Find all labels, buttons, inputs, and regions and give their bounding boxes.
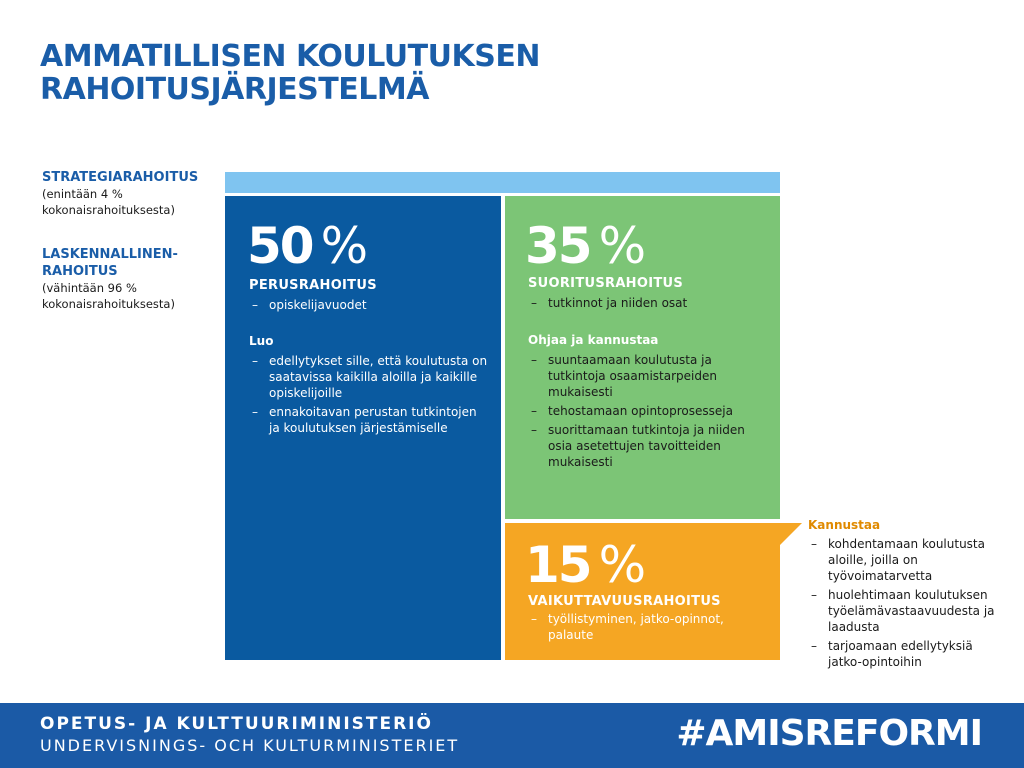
base-item-1: edellytykset sille, että koulutusta on saatavissa kaikilla aloilla ja kaikille opiskelijoille [269,354,488,400]
performance-item-2: tehostamaan opintoprosesseja [548,404,733,418]
impact-percent-sign: % [598,536,645,594]
dash-bullet: – [252,354,258,368]
list-item [528,611,768,643]
ministry-name-fi: OPETUS- JA KULTTUURIMINISTERIÖ [40,714,433,734]
list-item [249,404,489,436]
performance-basis [528,295,768,314]
dash-bullet: – [531,404,537,418]
list-item [808,587,1008,635]
strategy-funding-bar [225,172,780,193]
base-funding-name: PERUSRAHOITUS [249,278,377,293]
dash-bullet: – [531,612,537,626]
performance-funding-block [505,196,780,519]
dash-bullet: – [252,405,258,419]
computed-note-2: kokonaisrahoituksesta) [42,297,175,311]
list-item [528,403,768,419]
list-item [249,353,489,401]
title-line-1: AMMATILLISEN KOULUTUKSEN [40,39,540,74]
base-percent [247,217,367,275]
impact-basis [528,611,768,646]
callout-lead: Kannustaa [808,518,881,532]
dash-bullet: – [531,353,537,367]
performance-percent-sign: % [598,217,645,275]
base-lead: Luo [249,334,274,348]
dash-bullet: – [252,298,258,312]
callout-pointer [780,523,802,545]
impact-basis-text: työllistyminen, jatko-opinnot, palaute [548,612,724,642]
performance-lead: Ohjaa ja kannustaa [528,333,659,347]
impact-funding-block [505,523,780,660]
impact-callout [808,517,1008,673]
base-percent-value: 50 [247,217,313,275]
performance-basis-text: tutkinnot ja niiden osat [548,296,688,310]
strategy-note-1: (enintään 4 % [42,187,123,201]
computed-heading-2: RAHOITUS [42,264,118,279]
ministry-name-sv: UNDERVISNINGS- OCH KULTURMINISTERIET [40,736,460,755]
impact-percent [525,536,645,594]
list-item [808,536,1008,584]
performance-percent-value: 35 [525,217,591,275]
base-effects [249,333,489,439]
list-item [528,295,768,311]
list-item [528,352,768,400]
callout-item-3: tarjoamaan edellytyksiä jatko-opintoihin [828,639,973,669]
performance-effects [528,332,768,473]
performance-item-1: suuntaamaan koulutusta ja tutkintoja osaamistarpeiden mukaisesti [548,353,717,399]
impact-percent-value: 15 [525,536,591,594]
strategy-note-2: kokonaisrahoituksesta) [42,203,175,217]
computed-funding-label [42,246,222,312]
strategy-funding-label [42,169,222,218]
footer-banner [0,703,1024,768]
performance-percent [525,217,645,275]
computed-heading-1: LASKENNALLINEN- [42,247,178,262]
callout-item-2: huolehtimaan koulutuksen työelämävastaavuudesta ja laadusta [828,588,995,634]
base-basis-text: opiskelijavuodet [269,298,367,312]
performance-item-3: suorittamaan tutkintoja ja niiden osia asetettujen tavoitteiden mukaisesti [548,423,745,469]
hashtag: #AMISREFORMI [676,713,982,754]
computed-note-1: (vähintään 96 % [42,281,137,295]
dash-bullet: – [811,588,817,602]
title-line-2: RAHOITUSJÄRJESTELMÄ [40,72,429,107]
base-funding-block [225,196,501,660]
strategy-heading: STRATEGIARAHOITUS [42,170,199,185]
list-item [808,638,1008,670]
performance-funding-name: SUORITUSRAHOITUS [528,276,684,291]
page-title [40,40,600,106]
dash-bullet: – [531,423,537,437]
base-percent-sign: % [320,217,367,275]
impact-funding-name: VAIKUTTAVUUSRAHOITUS [528,594,721,609]
base-item-2: ennakoitavan perustan tutkintojen ja koulutuksen järjestämiselle [269,405,477,435]
dash-bullet: – [531,296,537,310]
list-item [528,422,768,470]
callout-item-1: kohdentamaan koulutusta aloille, joilla on työvoimatarvetta [828,537,985,583]
base-basis [249,297,489,316]
dash-bullet: – [811,639,817,653]
list-item [249,297,489,313]
dash-bullet: – [811,537,817,551]
